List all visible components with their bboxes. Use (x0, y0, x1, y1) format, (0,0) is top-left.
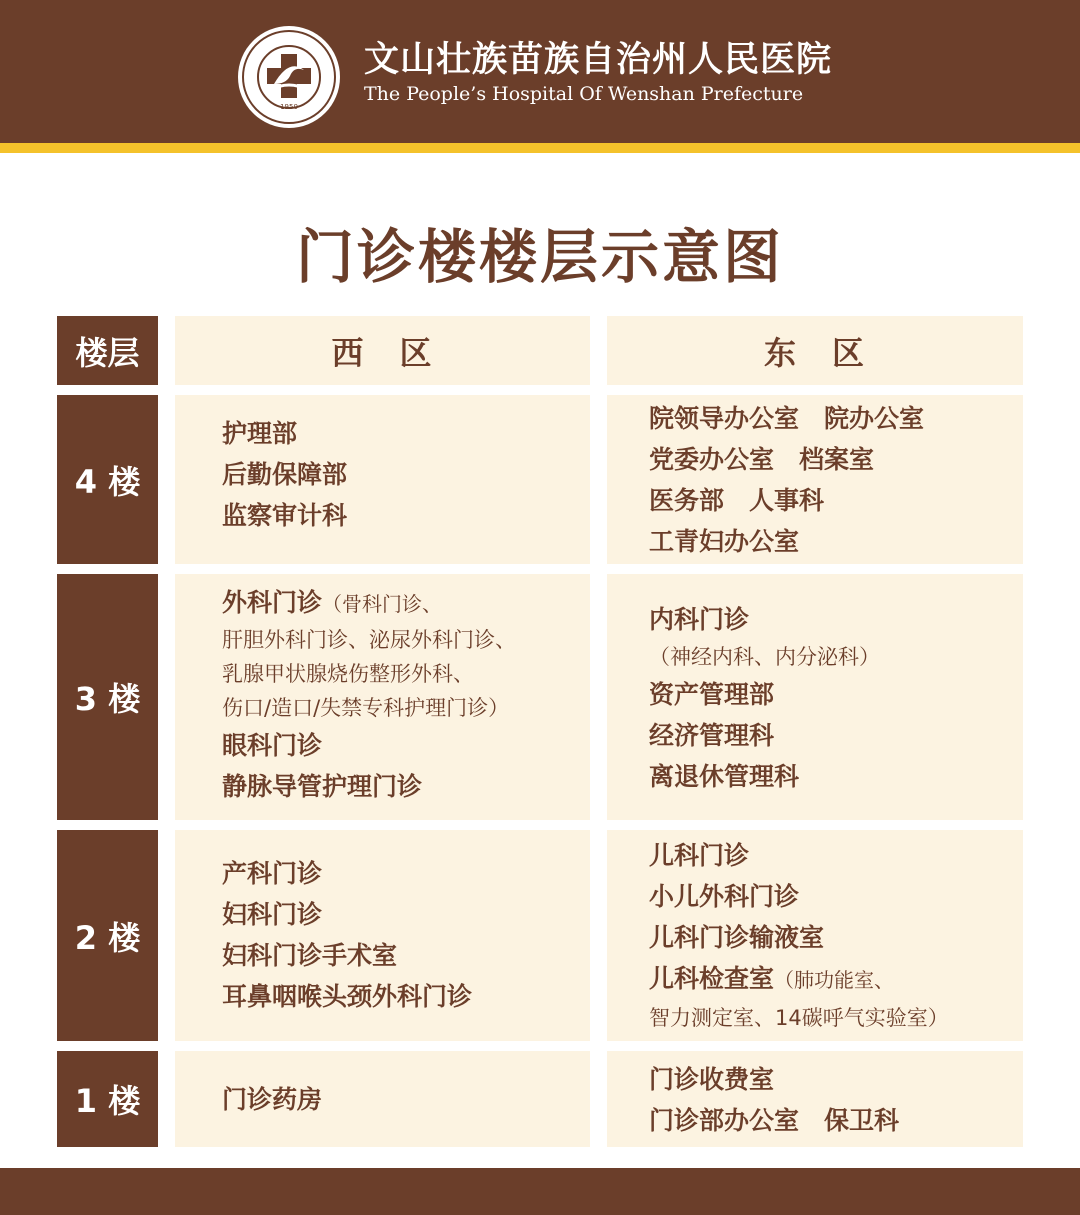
department-item: 经济管理科 (649, 721, 775, 750)
floor-label-4: 4 楼 (57, 395, 158, 564)
floor-3-east-cell (607, 574, 1023, 820)
hospital-name-en: The People’s Hospital Of Wenshan Prefecture (364, 83, 804, 105)
floor-2-west-list (222, 853, 472, 1017)
floor-3-west-cell (175, 574, 590, 820)
department-item: 耳鼻咽喉头颈外科门诊 (222, 982, 473, 1011)
department-item: 党委办公室 档案室 (649, 445, 875, 474)
floor-4-east-cell (607, 395, 1023, 564)
floor-4-east-list (649, 398, 924, 562)
department-name: 外科门诊 (222, 588, 323, 617)
floor-label-1: 1 楼 (57, 1051, 158, 1147)
department-name: 儿科检查室 (649, 964, 775, 993)
floor-3-west-list (222, 584, 516, 807)
department-item: 后勤保障部 (222, 460, 348, 489)
header-accent-strip (0, 143, 1080, 153)
department-item: 静脉导管护理门诊 (222, 772, 423, 801)
department-item: 工青妇办公室 (649, 527, 800, 556)
department-item (649, 958, 949, 1001)
department-item: 监察审计科 (222, 501, 348, 530)
department-subnote: 乳腺甲状腺烧伤整形外科、 (222, 662, 474, 686)
department-subnote: （神经内科、内分泌科） (649, 645, 880, 669)
floor-4-west-cell (175, 395, 590, 564)
floor-2-east-cell (607, 830, 1023, 1041)
department-item: 护理部 (222, 419, 298, 448)
floor-2-east-list (649, 835, 949, 1035)
floor-3-east-list (649, 599, 880, 797)
page-title: 门诊楼楼层示意图 (295, 223, 784, 291)
department-item: 内科门诊 (649, 605, 750, 634)
floor-1-west-list (222, 1079, 322, 1120)
department-item: 院领导办公室 院办公室 (649, 404, 925, 433)
department-item: 门诊部办公室 保卫科 (649, 1106, 900, 1135)
footer-bar (0, 1168, 1080, 1215)
department-subnote: （骨科门诊、 (322, 592, 443, 616)
department-item: 门诊收费室 (649, 1065, 775, 1094)
department-item: 离退休管理科 (649, 762, 800, 791)
floor-1-east-cell (607, 1051, 1023, 1147)
department-subnote: 智力测定室、14碳呼气实验室） (649, 1006, 949, 1030)
east-zone-header: 东 区 (607, 316, 1023, 385)
department-item: 儿科门诊 (649, 841, 750, 870)
svg-text:1950: 1950 (280, 103, 298, 111)
west-zone-header: 西 区 (175, 316, 590, 385)
department-item (222, 584, 516, 623)
hospital-name-cn: 文山壮族苗族自治州人民医院 (364, 40, 833, 80)
department-subnote: 肝胆外科门诊、泌尿外科门诊、 (222, 628, 516, 652)
department-item: 医务部 人事科 (649, 486, 825, 515)
department-item: 小儿外科门诊 (649, 882, 800, 911)
floor-label-2: 2 楼 (57, 830, 158, 1041)
floor-label-3: 3 楼 (57, 574, 158, 820)
department-item: 儿科门诊输液室 (649, 923, 825, 952)
department-item: 产科门诊 (222, 859, 323, 888)
floor-column-header: 楼层 (57, 316, 158, 385)
floor-1-west-cell (175, 1051, 590, 1147)
floor-4-west-list (222, 413, 347, 536)
hospital-logo (236, 24, 342, 130)
department-item: 妇科门诊手术室 (222, 941, 398, 970)
department-item: 门诊药房 (222, 1085, 323, 1114)
department-item: 眼科门诊 (222, 731, 323, 760)
floor-1-east-list (649, 1059, 899, 1141)
floor-2-west-cell (175, 830, 590, 1041)
department-subnote: （肺功能室、 (774, 968, 895, 992)
department-item: 资产管理部 (649, 680, 775, 709)
department-item: 妇科门诊 (222, 900, 323, 929)
department-subnote: 伤口/造口/失禁专科护理门诊） (222, 696, 510, 720)
